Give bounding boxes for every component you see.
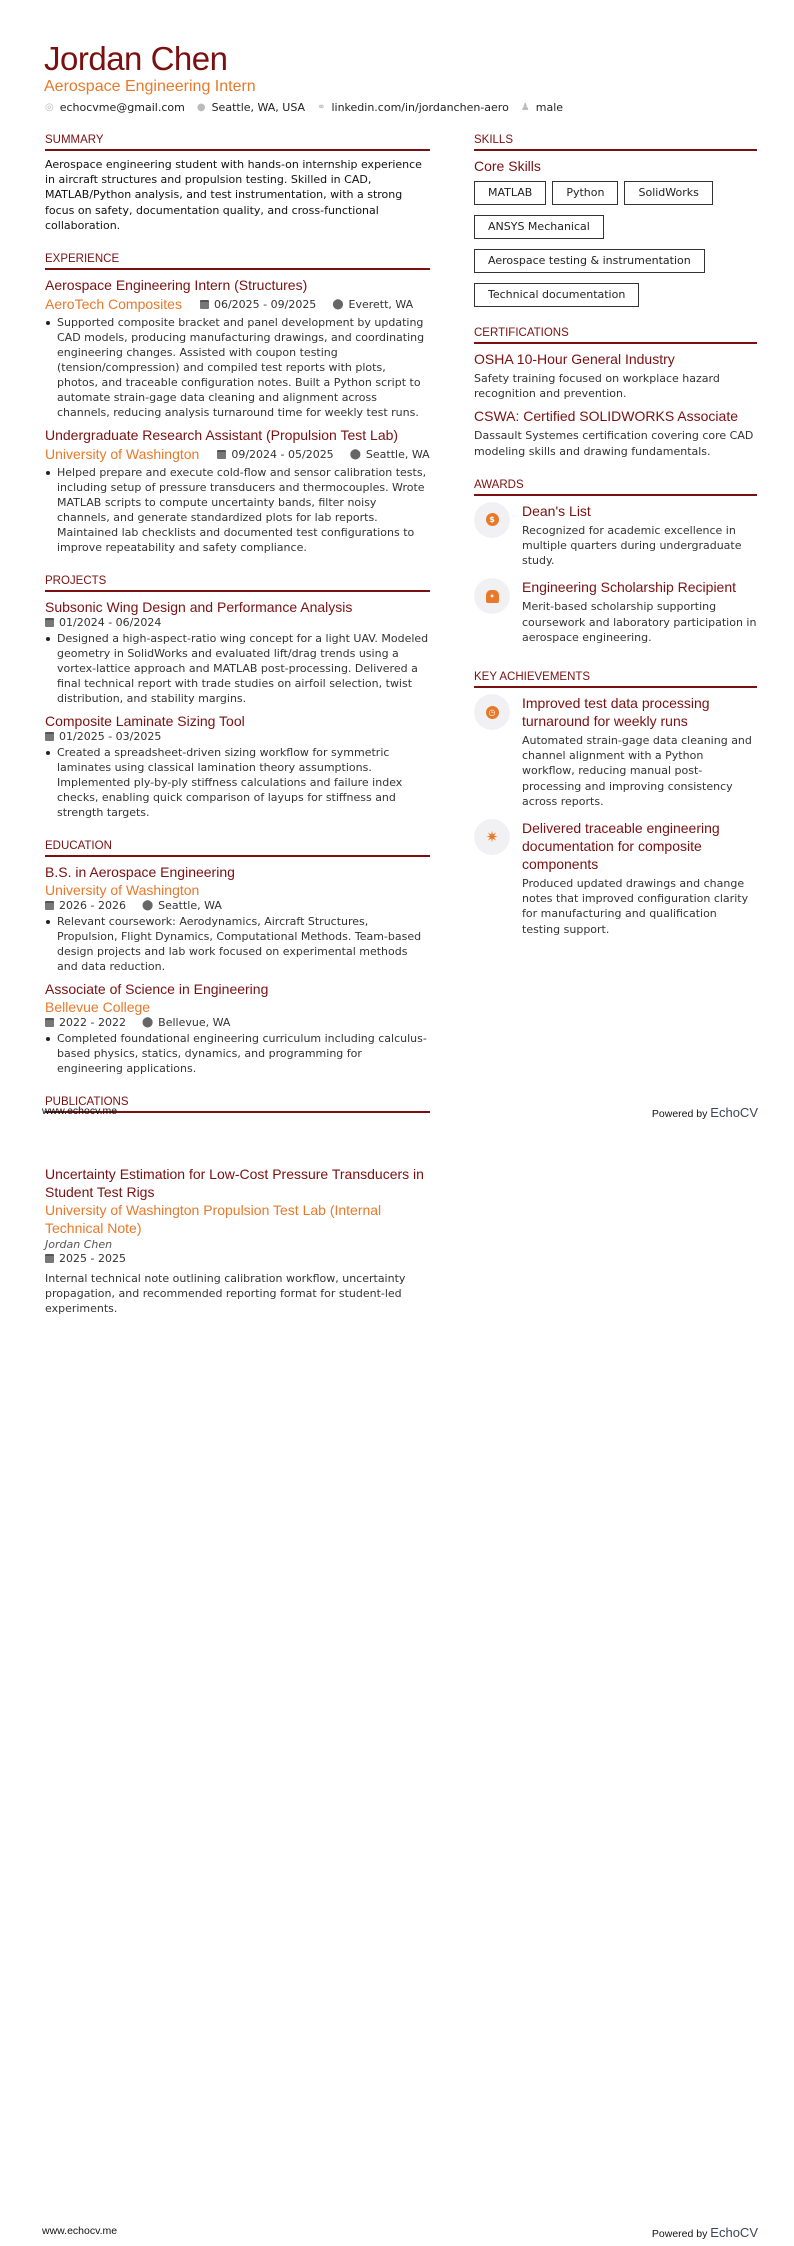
achievement-title: Improved test data processing turnaround for weekly runs	[522, 695, 710, 730]
section-heading: PROJECTS	[45, 575, 430, 592]
calendar-icon	[45, 732, 54, 741]
location-pin-icon: ⬤	[332, 298, 344, 310]
dollar-icon: $	[486, 513, 499, 526]
projects-section	[45, 575, 430, 820]
publication-title: Uncertainty Estimation for Low-Cost Pressure Transducers in Student Test Rigs	[45, 1166, 424, 1200]
achievements-section	[474, 671, 757, 943]
degree: B.S. in Aerospace Engineering	[45, 864, 235, 881]
footer-powered-by[interactable]: Powered by EchoCV	[651, 1105, 758, 1120]
cert-title: OSHA 10-Hour General Industry	[474, 351, 675, 367]
skill-tag: MATLAB	[474, 181, 546, 205]
footer-site-link[interactable]: www.echocv.me	[42, 1105, 118, 1117]
cert-desc: Dassault Systemes certification covering core CAD modeling skills and drawing fundamentals.	[474, 429, 754, 458]
bullet: Relevant coursework: Aerodynamics, Aircraft Structures, Propulsion, Flight Dynamics, Computational Methods. Team-based design projects and lab work focused on experimental methods and data reduction.	[45, 914, 430, 974]
publication-author: Jordan Chen	[45, 1238, 113, 1251]
publication-item: Uncertainty Estimation for Low-Cost Pressure Transducers in Student Test Rigs University of Washington Propulsion Test Lab (Internal Technical Note) Jordan Chen 2025 - 2025 Internal technical note outlining calibration workflow, uncertainty propagation, and recommended reporting format for student-led experiments.	[45, 1165, 430, 1317]
achievement-item	[474, 819, 757, 943]
cert-title: CSWA: Certified SOLIDWORKS Associate	[474, 408, 738, 425]
left-column	[45, 134, 430, 1133]
resume-page-2	[0, 1123, 794, 2246]
skill-group-title: Core Skills	[474, 158, 541, 174]
brand-logo: EchoCV	[710, 1105, 758, 1120]
project-item: Subsonic Wing Design and Performance Analysis 01/2024 - 06/2024 Designed a high-aspect-ratio wing concept for a light UAV. Modeled geometry in SolidWorks and evaluated lift/drag trends using a vortex-lattice approach and MATLAB post-processing. Delivered a final technical report with trade studies on airfoil selection, twist distribution, and stability margins.	[45, 599, 429, 706]
section-heading: EXPERIENCE	[45, 253, 430, 270]
skill-tag: SolidWorks	[624, 181, 712, 205]
calendar-icon	[200, 300, 209, 309]
link-icon: ⚭	[317, 102, 326, 113]
section-heading: CERTIFICATIONS	[474, 327, 757, 344]
awards-section	[474, 479, 757, 651]
achievement-item	[474, 694, 757, 815]
education-item: Associate of Science in Engineering Bellevue College 2022 - 2022 ⬤ Bellevue, WA Completed foundational engineering curriculum including calculus-based physics, statics, dynamics, and programming for engineering applications.	[45, 980, 430, 1076]
education-section	[45, 840, 430, 1076]
school: University of Washington	[45, 882, 200, 899]
summary-text: Aerospace engineering student with hands-on internship experience in aircraft structures and propulsion testing. Skilled in CAD, MATLAB/Python analysis, and test instrumentation, with a strong focus on safety, documentation quality, and cross-functional collaboration.	[45, 158, 422, 232]
publication-desc: Internal technical note outlining calibration workflow, uncertainty propagation, and recommended reporting format for student-led experiments.	[45, 1272, 406, 1316]
project-title: Composite Laminate Sizing Tool	[45, 713, 245, 730]
location-pin-icon: ⬤	[141, 900, 154, 912]
section-heading: SUMMARY	[45, 134, 430, 151]
skill-tag: Aerospace testing & instrumentation	[474, 249, 705, 273]
skills-section	[474, 134, 757, 307]
candidate-role: Aerospace Engineering Intern	[44, 78, 256, 95]
contact-bar	[45, 101, 563, 114]
person-icon: ♟	[520, 102, 530, 113]
company: University of Washington	[45, 446, 200, 463]
bell-icon: •	[486, 590, 499, 603]
contact-gender: ♟ male	[520, 101, 564, 114]
section-heading: PUBLICATIONS	[45, 1096, 430, 1113]
sparkle-icon: ✷	[485, 828, 499, 847]
bullet: Supported composite bracket and panel development by updating CAD models, producing manufacturing drawings, and coordinating engineering changes. Assisted with coupon testing (tension/compression) and compiled test reports with plots, photos, and traceable configuration notes. Built a Python script to automate strain-gage data cleaning and alignment across channels, reducing analysis turnaround time for weekly test runs.	[45, 315, 430, 420]
skill-tag: ANSYS Mechanical	[474, 215, 604, 239]
section-heading: KEY ACHIEVEMENTS	[474, 671, 757, 688]
footer-powered-by[interactable]: Powered by EchoCV	[651, 2225, 758, 2240]
left-column	[45, 1165, 430, 1323]
location-pin-icon: ⬤	[141, 1017, 154, 1029]
job-title: Undergraduate Research Assistant (Propulsion Test Lab)	[45, 427, 399, 444]
calendar-icon	[45, 1018, 54, 1027]
section-heading: EDUCATION	[45, 840, 430, 857]
section-heading: SKILLS	[474, 134, 757, 151]
contact-email[interactable]: ◎ echocvme@gmail.com	[45, 101, 185, 114]
degree: Associate of Science in Engineering	[45, 981, 269, 998]
contact-location: ● Seattle, WA, USA	[196, 101, 306, 114]
calendar-icon	[45, 901, 54, 910]
section-heading: AWARDS	[474, 479, 757, 496]
summary-section	[45, 134, 430, 233]
clock-icon: ◷	[486, 706, 499, 719]
award-item	[474, 578, 757, 651]
achievement-desc: Automated strain-gage data cleaning and channel alignment with a Python workflow, reducing manual post-processing and improving consistency across reports.	[522, 734, 752, 808]
company: AeroTech Composites	[45, 296, 182, 313]
achievement-title: Delivered traceable engineering documentation for composite components	[522, 820, 720, 873]
award-desc: Recognized for academic excellence in multiple quarters during undergraduate study.	[522, 523, 742, 568]
location-pin-icon: ●	[196, 102, 206, 113]
right-column	[474, 134, 757, 963]
skill-tag: Technical documentation	[474, 283, 639, 307]
location-pin-icon: ⬤	[349, 448, 361, 460]
calendar-icon	[45, 618, 54, 627]
bullet: Created a spreadsheet-driven sizing workflow for symmetric laminates using classical lamination theory assumptions. Implemented ply-by-ply stiffness calculations and failure index checks, enabling quick comparison of layups for stiffness and strength targets.	[45, 745, 430, 820]
project-item: Composite Laminate Sizing Tool 01/2025 - 03/2025 Created a spreadsheet-driven sizing workflow for symmetric laminates using classical lamination theory assumptions. Implemented ply-by-ply stiffness calculations and failure index checks, enabling quick comparison of layups for stiffness and strength targets.	[45, 712, 430, 820]
certifications-section	[474, 327, 757, 459]
skill-tags	[474, 181, 757, 307]
cert-desc: Safety training focused on workplace hazard recognition and prevention.	[474, 372, 720, 401]
achievement-desc: Produced updated drawings and change notes that improved configuration clarity for manufacturing and qualification testing support.	[522, 877, 749, 936]
award-title: Dean's List	[522, 502, 591, 519]
experience-item: Undergraduate Research Assistant (Propulsion Test Lab) University of Washington 09/2024 - 05/2025 ⬤ Seattle, WA Helped prepare and execute cold-flow and sensor calibration tests, including setup of pressure transducers and thermocouples. Wrote MATLAB scripts to compute uncertainty bands, filter noisy channels, and generate standardized plots for lab reports. Maintained lab checklists and documented test configurations to improve repeatability and safety compliance.	[45, 427, 430, 555]
publication-publisher: University of Washington Propulsion Test Lab (Internal Technical Note)	[45, 1202, 382, 1236]
award-title: Engineering Scholarship Recipient	[522, 579, 737, 596]
candidate-name: Jordan Chen	[44, 40, 228, 77]
contact-linkedin[interactable]: ⚭ linkedin.com/in/jordanchen-aero	[317, 101, 509, 114]
at-icon: ◎	[45, 102, 54, 113]
experience-section	[45, 253, 430, 555]
experience-item: Aerospace Engineering Intern (Structures) AeroTech Composites 06/2025 - 09/2025 ⬤ Everett, WA Supported composite bracket and panel development by updating CAD models, producing manufacturing drawings, and coordinating engineering changes. Assisted with coupon testing (tension/compression) and compiled test reports with plots, photos, and traceable configuration notes. Built a Python script to automate strain-gage data cleaning and alignment across channels, reducing analysis turnaround time for weekly test runs.	[45, 276, 430, 420]
bullet: Helped prepare and execute cold-flow and sensor calibration tests, including setup of pressure transducers and thermocouples. Wrote MATLAB scripts to compute uncertainty bands, filter noisy channels, and generate standardized plots for lab reports. Maintained lab checklists and documented test configurations to improve repeatability and safety compliance.	[45, 465, 430, 555]
brand-logo: EchoCV	[710, 2225, 758, 2240]
bullet: Designed a high-aspect-ratio wing concept for a light UAV. Modeled geometry in SolidWorks and evaluated lift/drag trends using a vortex-lattice approach and MATLAB post-processing. Delivered a final technical report with trade studies on airfoil selection, twist distribution, and stability margins.	[45, 631, 430, 706]
school: Bellevue College	[45, 999, 151, 1016]
job-title: Aerospace Engineering Intern (Structures)	[45, 277, 308, 294]
award-item	[474, 502, 757, 575]
skill-tag: Python	[552, 181, 618, 205]
bullet: Completed foundational engineering curriculum including calculus-based physics, statics, dynamics, and programming for engineering applications.	[45, 1031, 430, 1076]
education-item: B.S. in Aerospace Engineering University of Washington 2026 - 2026 ⬤ Seattle, WA Relevant coursework: Aerodynamics, Aircraft Structures, Propulsion, Flight Dynamics, Computational Methods. Team-based design projects and lab work focused on experimental methods and data reduction.	[45, 863, 430, 974]
calendar-icon	[217, 450, 226, 459]
footer-site-link[interactable]: www.echocv.me	[42, 2225, 118, 2237]
award-desc: Merit-based scholarship supporting coursework and laboratory participation in aerospace engineering.	[522, 600, 757, 644]
calendar-icon	[45, 1254, 54, 1263]
project-title: Subsonic Wing Design and Performance Analysis	[45, 599, 353, 616]
